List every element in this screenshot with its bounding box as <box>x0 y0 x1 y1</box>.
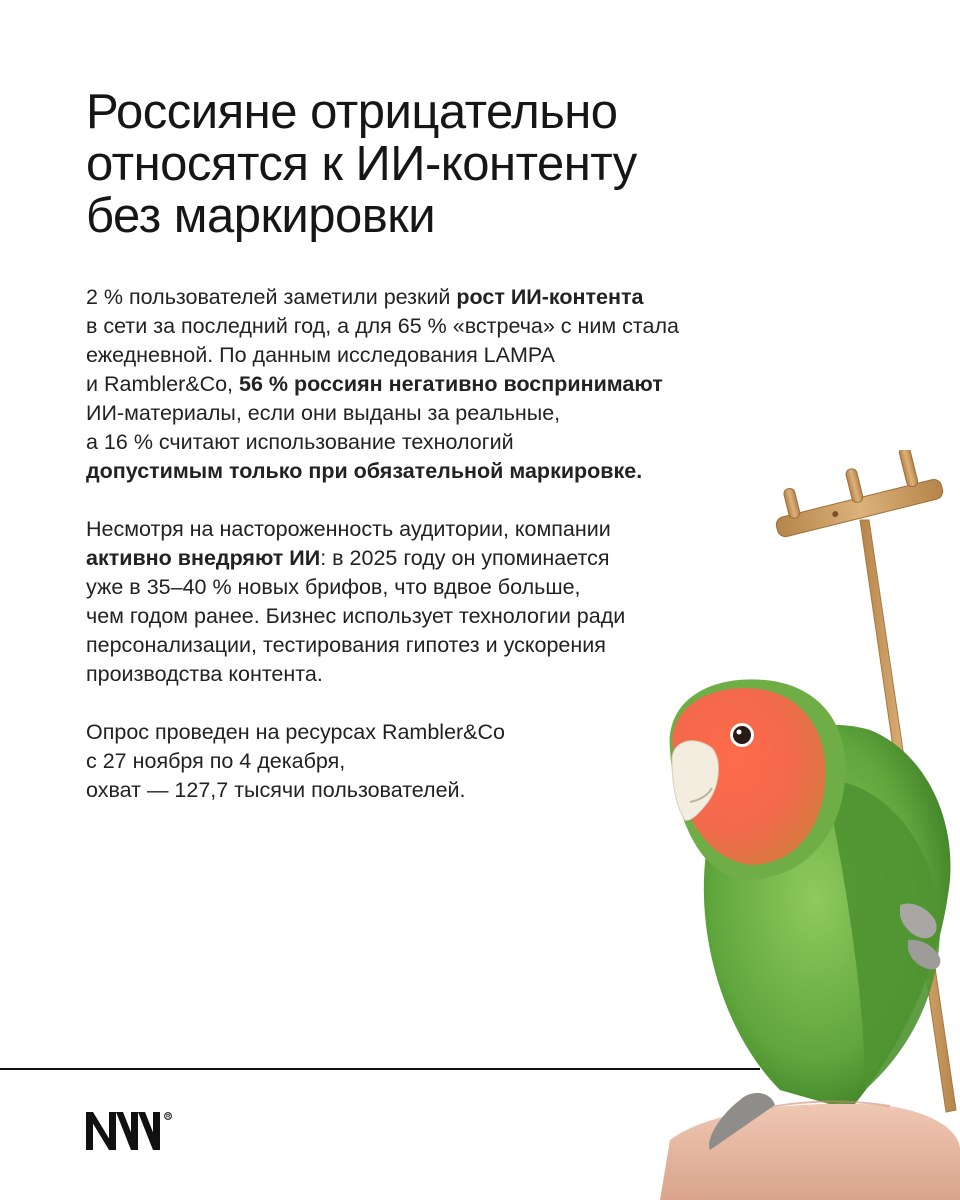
text-line <box>86 341 786 370</box>
text-segment: а 16 % считают использование технологий <box>86 430 514 454</box>
text-line <box>86 283 786 312</box>
divider <box>0 1068 760 1070</box>
text-segment: в сети за последний год, а для 65 % «встреча» с ним стала <box>86 314 679 338</box>
text-segment: и Rambler&Co, <box>86 372 239 396</box>
highlight-text: активно внедряют ИИ <box>86 546 321 570</box>
text-segment: уже в 35–40 % новых брифов, что вдвое больше, <box>86 575 581 599</box>
text-segment: 2 % пользователей заметили резкий <box>86 285 457 309</box>
text-line <box>86 312 786 341</box>
text-segment: ИИ-материалы, если они выданы за реальные, <box>86 401 561 425</box>
text-line <box>86 399 786 428</box>
headline <box>86 86 846 242</box>
text-segment: охват — 127,7 тысячи пользователей. <box>86 778 466 802</box>
text-segment: Опрос проведен на ресурсах Rambler&Co <box>86 720 506 744</box>
highlight-text: рост ИИ-контента <box>456 285 644 309</box>
text-segment: чем годом ранее. Бизнес использует технологии ради <box>86 604 626 628</box>
headline-line: Россияне отрицательно <box>86 85 618 139</box>
headline-line: относятся к ИИ-контенту <box>86 137 637 191</box>
text-segment: ежедневной. По данным исследования LAMPA <box>86 343 555 367</box>
text-segment: с 27 ноября по 4 декабря, <box>86 749 346 773</box>
text-segment: персонализации, тестирования гипотез и ускорения <box>86 633 606 657</box>
parrot-with-rake-icon <box>650 450 960 1200</box>
highlight-text: допустимым только при обязательной маркировке. <box>86 459 643 483</box>
nv-logo-icon <box>86 1112 176 1156</box>
text-segment: : в 2025 году он упоминается <box>320 546 610 570</box>
text-line <box>86 370 786 399</box>
text-segment: производства контента. <box>86 662 323 686</box>
text-segment: Несмотря на настороженность аудитории, компании <box>86 517 611 541</box>
highlight-text: 56 % россиян негативно воспринимают <box>239 372 663 396</box>
headline-line: без маркировки <box>86 189 436 243</box>
